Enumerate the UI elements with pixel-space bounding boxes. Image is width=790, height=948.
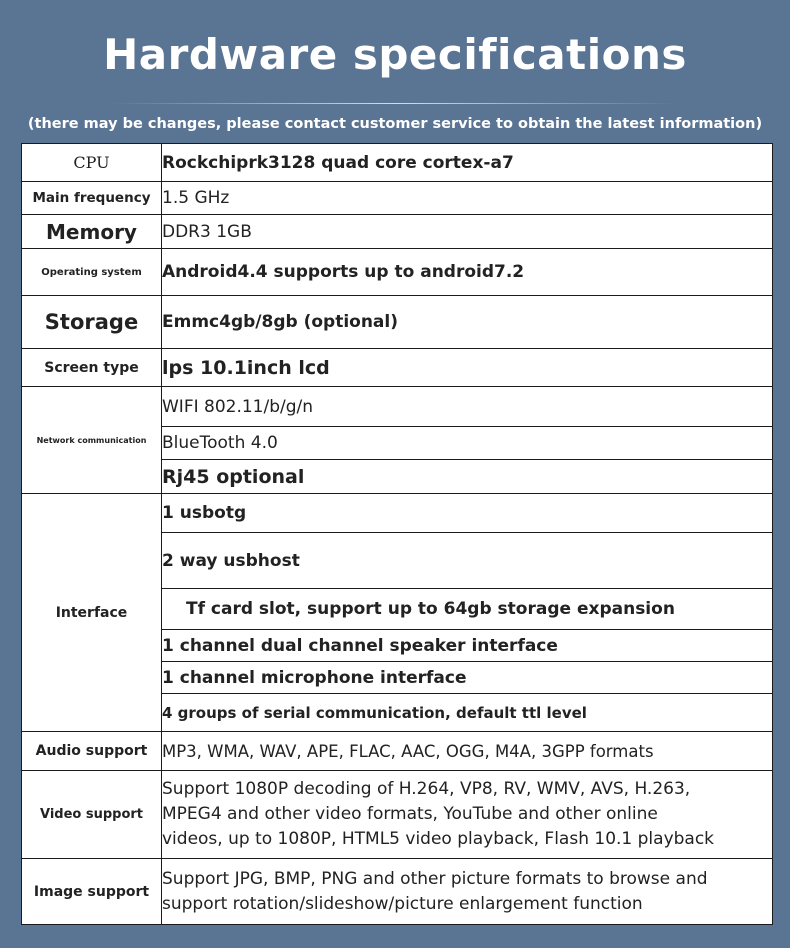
video-support-line: videos, up to 1080P, HTML5 video playback, Flash 10.1 playback (162, 829, 715, 849)
spec-value-operating-system: Android4.4 supports up to android7.2 (162, 249, 773, 296)
spec-value-network-wifi: WIFI 802.11/b/g/n (162, 387, 773, 427)
title-divider (110, 103, 680, 104)
spec-value-interface-serial: 4 groups of serial communication, default ttl level (162, 694, 773, 732)
table-row (22, 859, 773, 925)
spec-label-storage: Storage (22, 296, 162, 349)
image-support-line: Support JPG, BMP, PNG and other picture formats to browse and (162, 868, 708, 889)
video-support-line: Support 1080P decoding of H.264, VP8, RV, WMV, AVS, H.263, (162, 779, 691, 799)
image-support-line: support rotation/slideshow/picture enlargement function (162, 893, 643, 914)
table-row (22, 732, 773, 771)
spec-label-main-frequency: Main frequency (22, 182, 162, 215)
spec-value-interface-speaker: 1 channel dual channel speaker interface (162, 630, 773, 662)
table-row (22, 144, 773, 182)
spec-value-video-support (162, 771, 773, 859)
spec-label-cpu: CPU (22, 144, 162, 182)
table-row (22, 771, 773, 859)
table-row (22, 387, 773, 427)
spec-label-screen-type: Screen type (22, 349, 162, 387)
spec-value-interface-usbotg: 1 usbotg (162, 494, 773, 533)
spec-value-main-frequency: 1.5 GHz (162, 182, 773, 215)
spec-label-operating-system: Operating system (22, 249, 162, 296)
spec-value-interface-microphone: 1 channel microphone interface (162, 662, 773, 694)
spec-value-audio-support: MP3, WMA, WAV, APE, FLAC, AAC, OGG, M4A, 3GPP formats (162, 732, 773, 771)
table-row (22, 296, 773, 349)
spec-value-cpu: Rockchiprk3128 quad core cortex-a7 (162, 144, 773, 182)
page-title: Hardware specifications (103, 30, 687, 79)
spec-table (21, 143, 773, 925)
page-subtitle: (there may be changes, please contact customer service to obtain the latest information) (27, 116, 763, 132)
spec-label-memory: Memory (22, 215, 162, 249)
spec-value-storage: Emmc4gb/8gb (optional) (162, 296, 773, 349)
spec-value-interface-usbhost: 2 way usbhost (162, 533, 773, 589)
spec-label-video-support: Video support (22, 771, 162, 859)
table-row (22, 249, 773, 296)
table-row (22, 349, 773, 387)
table-row (22, 215, 773, 249)
table-row (22, 182, 773, 215)
video-support-line: MPEG4 and other video formats, YouTube and other online (162, 804, 658, 824)
spec-label-interface: Interface (22, 494, 162, 732)
spec-value-interface-tf-card: Tf card slot, support up to 64gb storage expansion (162, 589, 773, 630)
spec-label-audio-support: Audio support (22, 732, 162, 771)
spec-value-network-rj45: Rj45 optional (162, 460, 773, 494)
spec-label-network: Network communication (22, 387, 162, 494)
spec-value-network-bluetooth: BlueTooth 4.0 (162, 427, 773, 460)
spec-value-screen-type: lps 10.1inch lcd (162, 349, 773, 387)
table-row (22, 494, 773, 533)
spec-value-memory: DDR3 1GB (162, 215, 773, 249)
spec-label-image-support: Image support (22, 859, 162, 925)
spec-value-image-support (162, 859, 773, 925)
